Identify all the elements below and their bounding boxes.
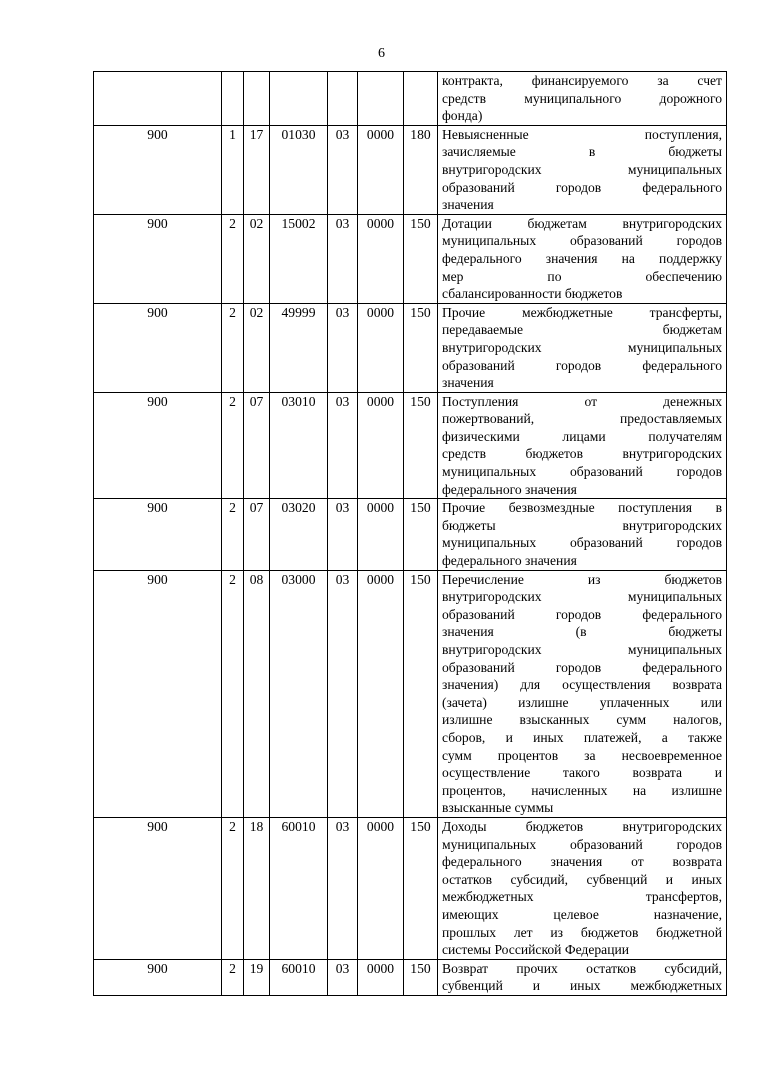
- group-code-cell: 1: [222, 125, 244, 214]
- revenue-name-line: федерального значения от возврата: [442, 854, 722, 870]
- table-body: [94, 72, 727, 996]
- revenue-name-line: средств муниципального дорожного: [442, 90, 722, 106]
- economic-class-code-cell: 150: [404, 303, 438, 392]
- revenue-name-line: прошлых лет из бюджетов бюджетной: [442, 924, 722, 940]
- admin-code-cell: 900: [94, 570, 222, 817]
- economic-class-code-cell: [404, 72, 438, 126]
- revenue-name-line: фонда): [442, 108, 483, 124]
- program-code-cell: 0000: [358, 499, 404, 570]
- economic-class-code-cell: 150: [404, 817, 438, 959]
- revenue-name-line: образований городов федерального: [442, 357, 722, 373]
- revenue-name-line: осуществление такого возврата и: [442, 765, 722, 781]
- revenue-name-line: контракта, финансируемого за счет: [442, 73, 722, 88]
- element-code-cell: 03: [328, 392, 358, 499]
- revenue-name-cell: [438, 959, 727, 995]
- article-code-cell: 01030: [270, 125, 328, 214]
- revenue-name-line: значения (в бюджеты: [442, 624, 722, 640]
- revenue-name-line: Доходы бюджетов внутригородских: [442, 818, 722, 834]
- revenue-name-line: Перечисление из бюджетов: [442, 571, 722, 587]
- revenue-name-line: остатков субсидий, субвенций и иных: [442, 871, 722, 887]
- program-code-cell: 0000: [358, 570, 404, 817]
- revenue-name-line: зачисляемые в бюджеты: [442, 144, 722, 160]
- article-code-cell: 15002: [270, 214, 328, 303]
- revenue-name-line: значения: [442, 197, 494, 213]
- table-row: [94, 959, 727, 995]
- economic-class-code-cell: 150: [404, 214, 438, 303]
- revenue-name-line: Поступления от денежных: [442, 393, 722, 409]
- subgroup-code-cell: 02: [244, 303, 270, 392]
- subgroup-code-cell: 08: [244, 570, 270, 817]
- page-number: 6: [378, 46, 385, 61]
- group-code-cell: 2: [222, 392, 244, 499]
- revenue-name-line: бюджеты внутригородских: [442, 517, 722, 533]
- element-code-cell: 03: [328, 499, 358, 570]
- revenue-name-cell: [438, 72, 727, 126]
- admin-code-cell: 900: [94, 303, 222, 392]
- revenue-name-line: Прочие межбюджетные трансферты,: [442, 304, 722, 320]
- element-code-cell: 03: [328, 125, 358, 214]
- revenue-name-line: сумм процентов за несвоевременное: [442, 747, 722, 763]
- revenue-name-line: Невыясненные поступления,: [442, 126, 722, 142]
- program-code-cell: 0000: [358, 392, 404, 499]
- revenue-name-line: сбалансированности бюджетов: [442, 286, 623, 302]
- revenue-name-cell: [438, 499, 727, 570]
- article-code-cell: 03020: [270, 499, 328, 570]
- group-code-cell: 2: [222, 214, 244, 303]
- revenue-name-line: муниципальных образований городов: [442, 464, 722, 480]
- revenue-name-line: физическими лицами получателям: [442, 428, 722, 444]
- admin-code-cell: [94, 72, 222, 126]
- revenue-name-line: внутригородских муниципальных: [442, 161, 722, 177]
- revenue-name-line: образований городов федерального: [442, 606, 722, 622]
- program-code-cell: 0000: [358, 817, 404, 959]
- revenue-name-line: излишне взысканных сумм налогов,: [442, 712, 722, 728]
- economic-class-code-cell: 180: [404, 125, 438, 214]
- revenue-name-line: значения: [442, 375, 494, 391]
- table-row: [94, 125, 727, 214]
- group-code-cell: 2: [222, 817, 244, 959]
- revenue-name-line: сборов, и иных платежей, а также: [442, 729, 722, 745]
- subgroup-code-cell: [244, 72, 270, 126]
- revenue-name-line: Дотации бюджетам внутригородских: [442, 215, 722, 231]
- admin-code-cell: 900: [94, 499, 222, 570]
- admin-code-cell: 900: [94, 214, 222, 303]
- revenue-name-line: передаваемые бюджетам: [442, 322, 722, 338]
- revenue-name-line: процентов, начисленных на излишне: [442, 782, 722, 798]
- economic-class-code-cell: 150: [404, 570, 438, 817]
- revenue-name-line: муниципальных образований городов: [442, 535, 722, 551]
- program-code-cell: 0000: [358, 303, 404, 392]
- economic-class-code-cell: 150: [404, 959, 438, 995]
- table-row: [94, 570, 727, 817]
- revenue-name-line: федерального значения: [442, 481, 577, 497]
- subgroup-code-cell: 17: [244, 125, 270, 214]
- table-row: [94, 303, 727, 392]
- article-code-cell: 49999: [270, 303, 328, 392]
- revenue-name-line: внутригородских муниципальных: [442, 589, 722, 605]
- article-code-cell: 03010: [270, 392, 328, 499]
- revenue-name-line: образований городов федерального: [442, 179, 722, 195]
- table-row: [94, 499, 727, 570]
- subgroup-code-cell: 07: [244, 392, 270, 499]
- revenue-name-line: имеющих целевое назначение,: [442, 906, 722, 922]
- group-code-cell: [222, 72, 244, 126]
- program-code-cell: 0000: [358, 214, 404, 303]
- revenue-name-cell: [438, 125, 727, 214]
- subgroup-code-cell: 07: [244, 499, 270, 570]
- revenue-name-line: федерального значения: [442, 553, 577, 569]
- revenue-name-line: средств бюджетов внутригородских: [442, 446, 722, 462]
- revenue-name-cell: [438, 392, 727, 499]
- revenue-name-line: пожертвований, предоставляемых: [442, 411, 722, 427]
- revenue-name-line: (зачета) излишне уплаченных или: [442, 694, 722, 710]
- revenue-name-line: мер по обеспечению: [442, 268, 722, 284]
- revenue-name-line: субвенций и иных межбюджетных: [442, 978, 722, 994]
- table-row: [94, 72, 727, 126]
- revenue-name-line: взысканные суммы: [442, 800, 554, 816]
- element-code-cell: 03: [328, 817, 358, 959]
- element-code-cell: 03: [328, 570, 358, 817]
- group-code-cell: 2: [222, 570, 244, 817]
- revenue-name-line: муниципальных образований городов: [442, 233, 722, 249]
- article-code-cell: 60010: [270, 817, 328, 959]
- table-row: [94, 214, 727, 303]
- group-code-cell: 2: [222, 303, 244, 392]
- program-code-cell: [358, 72, 404, 126]
- article-code-cell: 03000: [270, 570, 328, 817]
- admin-code-cell: 900: [94, 125, 222, 214]
- revenue-name-cell: [438, 303, 727, 392]
- table-row: [94, 392, 727, 499]
- revenue-name-line: внутригородских муниципальных: [442, 642, 722, 657]
- program-code-cell: 0000: [358, 959, 404, 995]
- article-code-cell: 60010: [270, 959, 328, 995]
- revenue-name-line: федерального значения на поддержку: [442, 250, 722, 266]
- revenue-name-cell: [438, 817, 727, 959]
- revenue-name-line: Возврат прочих остатков субсидий,: [442, 960, 722, 976]
- revenue-name-line: системы Российской Федерации: [442, 942, 630, 958]
- subgroup-code-cell: 02: [244, 214, 270, 303]
- revenue-name-line: значения) для осуществления возврата: [442, 677, 722, 693]
- element-code-cell: [328, 72, 358, 126]
- subgroup-code-cell: 19: [244, 959, 270, 995]
- element-code-cell: 03: [328, 214, 358, 303]
- revenue-name-cell: [438, 570, 727, 817]
- article-code-cell: [270, 72, 328, 126]
- admin-code-cell: 900: [94, 817, 222, 959]
- group-code-cell: 2: [222, 499, 244, 570]
- revenue-name-line: внутригородских муниципальных: [442, 339, 722, 355]
- element-code-cell: 03: [328, 303, 358, 392]
- admin-code-cell: 900: [94, 959, 222, 995]
- revenue-codes-table: [93, 71, 727, 996]
- group-code-cell: 2: [222, 959, 244, 995]
- element-code-cell: 03: [328, 959, 358, 995]
- revenue-name-line: образований городов федерального: [442, 659, 722, 675]
- program-code-cell: 0000: [358, 125, 404, 214]
- economic-class-code-cell: 150: [404, 499, 438, 570]
- revenue-name-line: муниципальных образований городов: [442, 836, 722, 852]
- admin-code-cell: 900: [94, 392, 222, 499]
- table-row: [94, 817, 727, 959]
- revenue-name-line: межбюджетных трансфертов,: [442, 889, 722, 905]
- subgroup-code-cell: 18: [244, 817, 270, 959]
- economic-class-code-cell: 150: [404, 392, 438, 499]
- revenue-name-cell: [438, 214, 727, 303]
- revenue-name-line: Прочие безвозмездные поступления в: [442, 500, 722, 516]
